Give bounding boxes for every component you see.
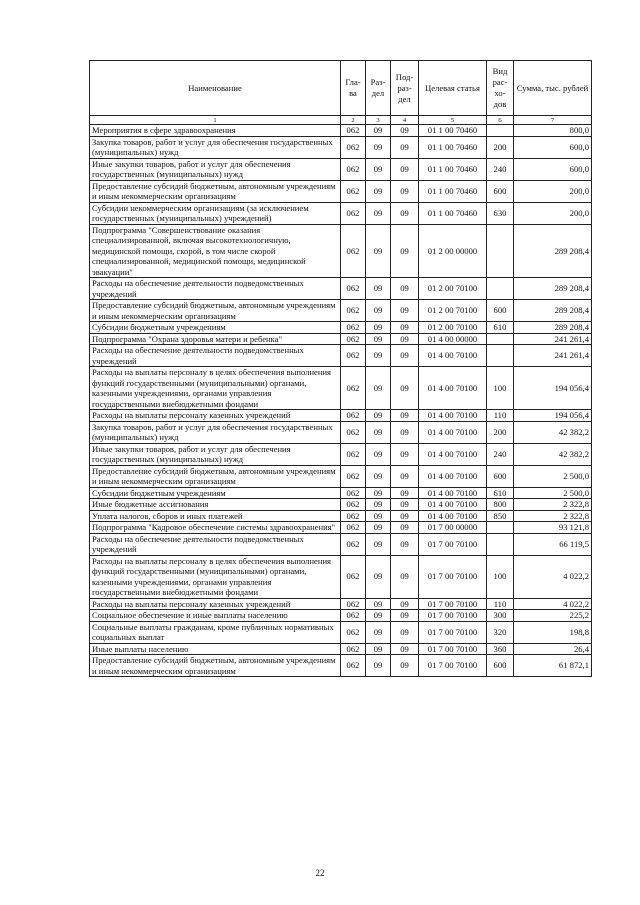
row-name: Иные выплаты населению — [90, 643, 341, 655]
row-target-code: 01 4 00 70100 — [419, 410, 487, 422]
row-target-code: 01 4 00 70100 — [419, 487, 487, 499]
row-name: Подпрограмма "Совершенствование оказания специализированной, включая высокотехнологичную, медицинской помощи, скорой, в том числе скорой специализированной, медицинской помощи, медицинской эвакуации" — [90, 224, 341, 278]
row-chapter: 062 — [341, 522, 366, 534]
row-expense-type — [487, 345, 514, 367]
row-subsection: 09 — [391, 322, 419, 334]
table-row — [90, 300, 592, 322]
table-row — [90, 410, 592, 422]
row-target-code: 01 4 00 70100 — [419, 465, 487, 487]
table-row — [90, 522, 592, 534]
table-row — [90, 421, 592, 443]
row-subsection: 09 — [391, 621, 419, 643]
row-expense-type: 240 — [487, 443, 514, 465]
row-name: Закупка товаров, работ и услуг для обеспечения государственных (муниципальных) нужд — [90, 421, 341, 443]
row-subsection: 09 — [391, 465, 419, 487]
row-target-code: 01 7 00 70100 — [419, 655, 487, 677]
column-number-row — [90, 116, 592, 125]
row-expense-type: 110 — [487, 410, 514, 422]
row-section: 09 — [366, 180, 391, 202]
row-section: 09 — [366, 533, 391, 555]
row-name: Социальные выплаты гражданам, кроме публичных нормативных социальных выплат — [90, 621, 341, 643]
row-amount: 26,4 — [514, 643, 592, 655]
row-chapter: 062 — [341, 655, 366, 677]
row-name: Закупка товаров, работ и услуг для обеспечения государственных (муниципальных) нужд — [90, 136, 341, 158]
column-number: 7 — [514, 116, 592, 125]
row-section: 09 — [366, 598, 391, 610]
row-section: 09 — [366, 158, 391, 180]
row-subsection: 09 — [391, 367, 419, 410]
row-name: Предоставление субсидий бюджетным, автономным учреждениям и иным некоммерческим организациям — [90, 655, 341, 677]
row-expense-type: 240 — [487, 158, 514, 180]
table-row — [90, 367, 592, 410]
row-target-code: 01 7 00 70100 — [419, 610, 487, 622]
row-subsection: 09 — [391, 158, 419, 180]
row-name: Субсидии бюджетным учреждениям — [90, 487, 341, 499]
row-chapter: 062 — [341, 598, 366, 610]
row-expense-type: 850 — [487, 510, 514, 522]
row-amount: 194 056,4 — [514, 367, 592, 410]
row-subsection: 09 — [391, 202, 419, 224]
table-row — [90, 555, 592, 598]
row-chapter: 062 — [341, 499, 366, 511]
row-expense-type — [487, 125, 514, 137]
row-name: Субсидии некоммерческим организациям (за исключением государственных (муниципальных) учреждений) — [90, 202, 341, 224]
row-target-code: 01 4 00 70100 — [419, 421, 487, 443]
row-section: 09 — [366, 443, 391, 465]
row-name: Подпрограмма "Охрана здоровья матери и ребенка" — [90, 333, 341, 345]
table-row — [90, 322, 592, 334]
row-chapter: 062 — [341, 136, 366, 158]
row-chapter: 062 — [341, 643, 366, 655]
row-name: Предоставление субсидий бюджетным, автономным учреждениям и иным некоммерческим организациям — [90, 180, 341, 202]
row-section: 09 — [366, 655, 391, 677]
row-expense-type: 300 — [487, 610, 514, 622]
row-chapter: 062 — [341, 421, 366, 443]
row-expense-type — [487, 224, 514, 278]
column-number: 3 — [366, 116, 391, 125]
row-chapter: 062 — [341, 465, 366, 487]
row-subsection: 09 — [391, 655, 419, 677]
row-subsection: 09 — [391, 421, 419, 443]
row-section: 09 — [366, 322, 391, 334]
row-target-code: 01 2 00 70100 — [419, 322, 487, 334]
row-section: 09 — [366, 278, 391, 300]
row-amount: 241 261,4 — [514, 333, 592, 345]
row-target-code: 01 2 00 70100 — [419, 300, 487, 322]
row-subsection: 09 — [391, 610, 419, 622]
column-number: 6 — [487, 116, 514, 125]
row-chapter: 062 — [341, 367, 366, 410]
row-section: 09 — [366, 345, 391, 367]
row-amount: 4 022,2 — [514, 555, 592, 598]
row-amount: 289 208,4 — [514, 224, 592, 278]
row-amount: 200,0 — [514, 180, 592, 202]
row-expense-type: 610 — [487, 322, 514, 334]
row-target-code: 01 7 00 70100 — [419, 598, 487, 610]
row-target-code: 01 7 00 00000 — [419, 522, 487, 534]
row-target-code: 01 4 00 70100 — [419, 345, 487, 367]
row-name: Иные закупки товаров, работ и услуг для обеспечения государственных (муниципальных) нужд — [90, 158, 341, 180]
row-name: Мероприятия в сфере здравоохранения — [90, 125, 341, 137]
row-expense-type: 600 — [487, 655, 514, 677]
table-row — [90, 333, 592, 345]
row-target-code: 01 1 00 70460 — [419, 202, 487, 224]
row-expense-type: 600 — [487, 300, 514, 322]
row-chapter: 062 — [341, 278, 366, 300]
row-chapter: 062 — [341, 621, 366, 643]
row-name: Социальное обеспечение и иные выплаты населению — [90, 610, 341, 622]
column-number: 5 — [419, 116, 487, 125]
header-section: Раз-дел — [366, 61, 391, 116]
row-target-code: 01 1 00 70460 — [419, 125, 487, 137]
row-subsection: 09 — [391, 224, 419, 278]
table-row — [90, 345, 592, 367]
row-target-code: 01 2 00 70100 — [419, 278, 487, 300]
row-target-code: 01 2 00 00000 — [419, 224, 487, 278]
row-chapter: 062 — [341, 533, 366, 555]
row-name: Иные бюджетные ассигнования — [90, 499, 341, 511]
column-number: 2 — [341, 116, 366, 125]
row-section: 09 — [366, 555, 391, 598]
header-name: Наименование — [90, 61, 341, 116]
header-row — [90, 61, 592, 116]
table-row — [90, 224, 592, 278]
row-subsection: 09 — [391, 499, 419, 511]
row-name: Субсидии бюджетным учреждениям — [90, 322, 341, 334]
row-expense-type: 630 — [487, 202, 514, 224]
row-section: 09 — [366, 487, 391, 499]
row-name: Расходы на выплаты персоналу казенных учреждений — [90, 598, 341, 610]
row-amount: 93 121,8 — [514, 522, 592, 534]
row-subsection: 09 — [391, 443, 419, 465]
row-chapter: 062 — [341, 333, 366, 345]
row-section: 09 — [366, 333, 391, 345]
table-row — [90, 278, 592, 300]
row-chapter: 062 — [341, 345, 366, 367]
row-section: 09 — [366, 410, 391, 422]
row-section: 09 — [366, 202, 391, 224]
row-section: 09 — [366, 510, 391, 522]
row-target-code: 01 7 00 70100 — [419, 533, 487, 555]
row-amount: 61 872,1 — [514, 655, 592, 677]
row-name: Расходы на обеспечение деятельности подведомственных учреждений — [90, 533, 341, 555]
row-target-code: 01 1 00 70460 — [419, 180, 487, 202]
row-chapter: 062 — [341, 158, 366, 180]
row-target-code: 01 4 00 70100 — [419, 499, 487, 511]
row-subsection: 09 — [391, 333, 419, 345]
row-chapter: 062 — [341, 180, 366, 202]
row-subsection: 09 — [391, 555, 419, 598]
budget-table — [89, 60, 592, 677]
row-amount: 289 208,4 — [514, 300, 592, 322]
row-subsection: 09 — [391, 643, 419, 655]
row-target-code: 01 4 00 00000 — [419, 333, 487, 345]
row-expense-type: 800 — [487, 499, 514, 511]
row-chapter: 062 — [341, 555, 366, 598]
row-subsection: 09 — [391, 278, 419, 300]
table-row — [90, 499, 592, 511]
table-row — [90, 202, 592, 224]
table-row — [90, 655, 592, 677]
table-row — [90, 598, 592, 610]
row-target-code: 01 1 00 70460 — [419, 136, 487, 158]
row-expense-type — [487, 533, 514, 555]
row-subsection: 09 — [391, 345, 419, 367]
row-amount: 2 500,0 — [514, 465, 592, 487]
column-number: 4 — [391, 116, 419, 125]
table-row — [90, 465, 592, 487]
row-amount: 2 500,0 — [514, 487, 592, 499]
table-row — [90, 510, 592, 522]
table-row — [90, 621, 592, 643]
row-subsection: 09 — [391, 598, 419, 610]
row-subsection: 09 — [391, 410, 419, 422]
row-amount: 2 322,8 — [514, 499, 592, 511]
row-subsection: 09 — [391, 533, 419, 555]
table-body — [90, 125, 592, 677]
table-row — [90, 136, 592, 158]
row-expense-type: 610 — [487, 487, 514, 499]
row-amount: 225,2 — [514, 610, 592, 622]
row-target-code: 01 7 00 70100 — [419, 643, 487, 655]
row-name: Расходы на выплаты персоналу в целях обеспечения выполнения функций государственными (муниципальными) органами, казенными учреждениями, органами управления государственными внебюджетными фондами — [90, 367, 341, 410]
row-amount: 800,0 — [514, 125, 592, 137]
row-section: 09 — [366, 465, 391, 487]
row-target-code: 01 7 00 70100 — [419, 621, 487, 643]
row-amount: 194 056,4 — [514, 410, 592, 422]
row-subsection: 09 — [391, 136, 419, 158]
row-subsection: 09 — [391, 180, 419, 202]
row-amount: 66 119,5 — [514, 533, 592, 555]
row-section: 09 — [366, 136, 391, 158]
row-subsection: 09 — [391, 487, 419, 499]
row-amount: 42 382,2 — [514, 421, 592, 443]
row-amount: 241 261,4 — [514, 345, 592, 367]
row-expense-type: 100 — [487, 555, 514, 598]
row-name: Предоставление субсидий бюджетным, автономным учреждениям и иным некоммерческим организациям — [90, 465, 341, 487]
table-row — [90, 125, 592, 137]
row-name: Предоставление субсидий бюджетным, автономным учреждениям и иным некоммерческим организациям — [90, 300, 341, 322]
row-expense-type: 600 — [487, 465, 514, 487]
row-expense-type: 110 — [487, 598, 514, 610]
row-expense-type — [487, 278, 514, 300]
row-chapter: 062 — [341, 322, 366, 334]
row-section: 09 — [366, 421, 391, 443]
header-chapter: Гла-ва — [341, 61, 366, 116]
row-amount: 289 208,4 — [514, 278, 592, 300]
row-name: Расходы на обеспечение деятельности подведомственных учреждений — [90, 345, 341, 367]
row-chapter: 062 — [341, 300, 366, 322]
row-name: Уплата налогов, сборов и иных платежей — [90, 510, 341, 522]
table-row — [90, 533, 592, 555]
table-row — [90, 180, 592, 202]
row-amount: 200,0 — [514, 202, 592, 224]
row-name: Расходы на обеспечение деятельности подведомственных учреждений — [90, 278, 341, 300]
row-amount: 2 322,8 — [514, 510, 592, 522]
row-target-code: 01 4 00 70100 — [419, 510, 487, 522]
row-target-code: 01 1 00 70460 — [419, 158, 487, 180]
table-row — [90, 610, 592, 622]
row-amount: 198,8 — [514, 621, 592, 643]
row-section: 09 — [366, 300, 391, 322]
row-amount: 600,0 — [514, 158, 592, 180]
row-name: Расходы на выплаты персоналу в целях обеспечения выполнения функций государственными (муниципальными) органами, казенными учреждениями, органами управления государственными внебюджетными фондами — [90, 555, 341, 598]
page-number: 22 — [315, 868, 325, 878]
row-section: 09 — [366, 621, 391, 643]
row-section: 09 — [366, 643, 391, 655]
row-chapter: 062 — [341, 510, 366, 522]
row-section: 09 — [366, 367, 391, 410]
row-chapter: 062 — [341, 202, 366, 224]
row-target-code: 01 4 00 70100 — [419, 443, 487, 465]
row-chapter: 062 — [341, 224, 366, 278]
row-subsection: 09 — [391, 300, 419, 322]
row-target-code: 01 4 00 70100 — [419, 367, 487, 410]
row-chapter: 062 — [341, 410, 366, 422]
row-chapter: 062 — [341, 443, 366, 465]
row-name: Подпрограмма "Кадровое обеспечение системы здравоохранения" — [90, 522, 341, 534]
row-amount: 289 208,4 — [514, 322, 592, 334]
row-expense-type: 360 — [487, 643, 514, 655]
row-expense-type: 100 — [487, 367, 514, 410]
row-chapter: 062 — [341, 610, 366, 622]
column-number: 1 — [90, 116, 341, 125]
header-expense-type: Вид рас-хо-дов — [487, 61, 514, 116]
row-name: Расходы на выплаты персоналу казенных учреждений — [90, 410, 341, 422]
table-row — [90, 643, 592, 655]
row-expense-type: 600 — [487, 180, 514, 202]
row-section: 09 — [366, 125, 391, 137]
table-row — [90, 158, 592, 180]
row-amount: 600,0 — [514, 136, 592, 158]
row-expense-type: 200 — [487, 136, 514, 158]
row-chapter: 062 — [341, 125, 366, 137]
row-amount: 42 382,2 — [514, 443, 592, 465]
row-target-code: 01 7 00 70100 — [419, 555, 487, 598]
header-subsection: Под-раз-дел — [391, 61, 419, 116]
row-expense-type: 200 — [487, 421, 514, 443]
row-chapter: 062 — [341, 487, 366, 499]
row-section: 09 — [366, 610, 391, 622]
header-target: Целевая статья — [419, 61, 487, 116]
row-expense-type: 320 — [487, 621, 514, 643]
row-section: 09 — [366, 224, 391, 278]
row-subsection: 09 — [391, 522, 419, 534]
row-section: 09 — [366, 499, 391, 511]
table-row — [90, 443, 592, 465]
row-section: 09 — [366, 522, 391, 534]
row-subsection: 09 — [391, 510, 419, 522]
row-name: Иные закупки товаров, работ и услуг для обеспечения государственных (муниципальных) нужд — [90, 443, 341, 465]
row-subsection: 09 — [391, 125, 419, 137]
table-row — [90, 487, 592, 499]
row-expense-type — [487, 333, 514, 345]
row-expense-type — [487, 522, 514, 534]
row-amount: 4 022,2 — [514, 598, 592, 610]
header-amount: Сумма, тыс. рублей — [514, 61, 592, 116]
